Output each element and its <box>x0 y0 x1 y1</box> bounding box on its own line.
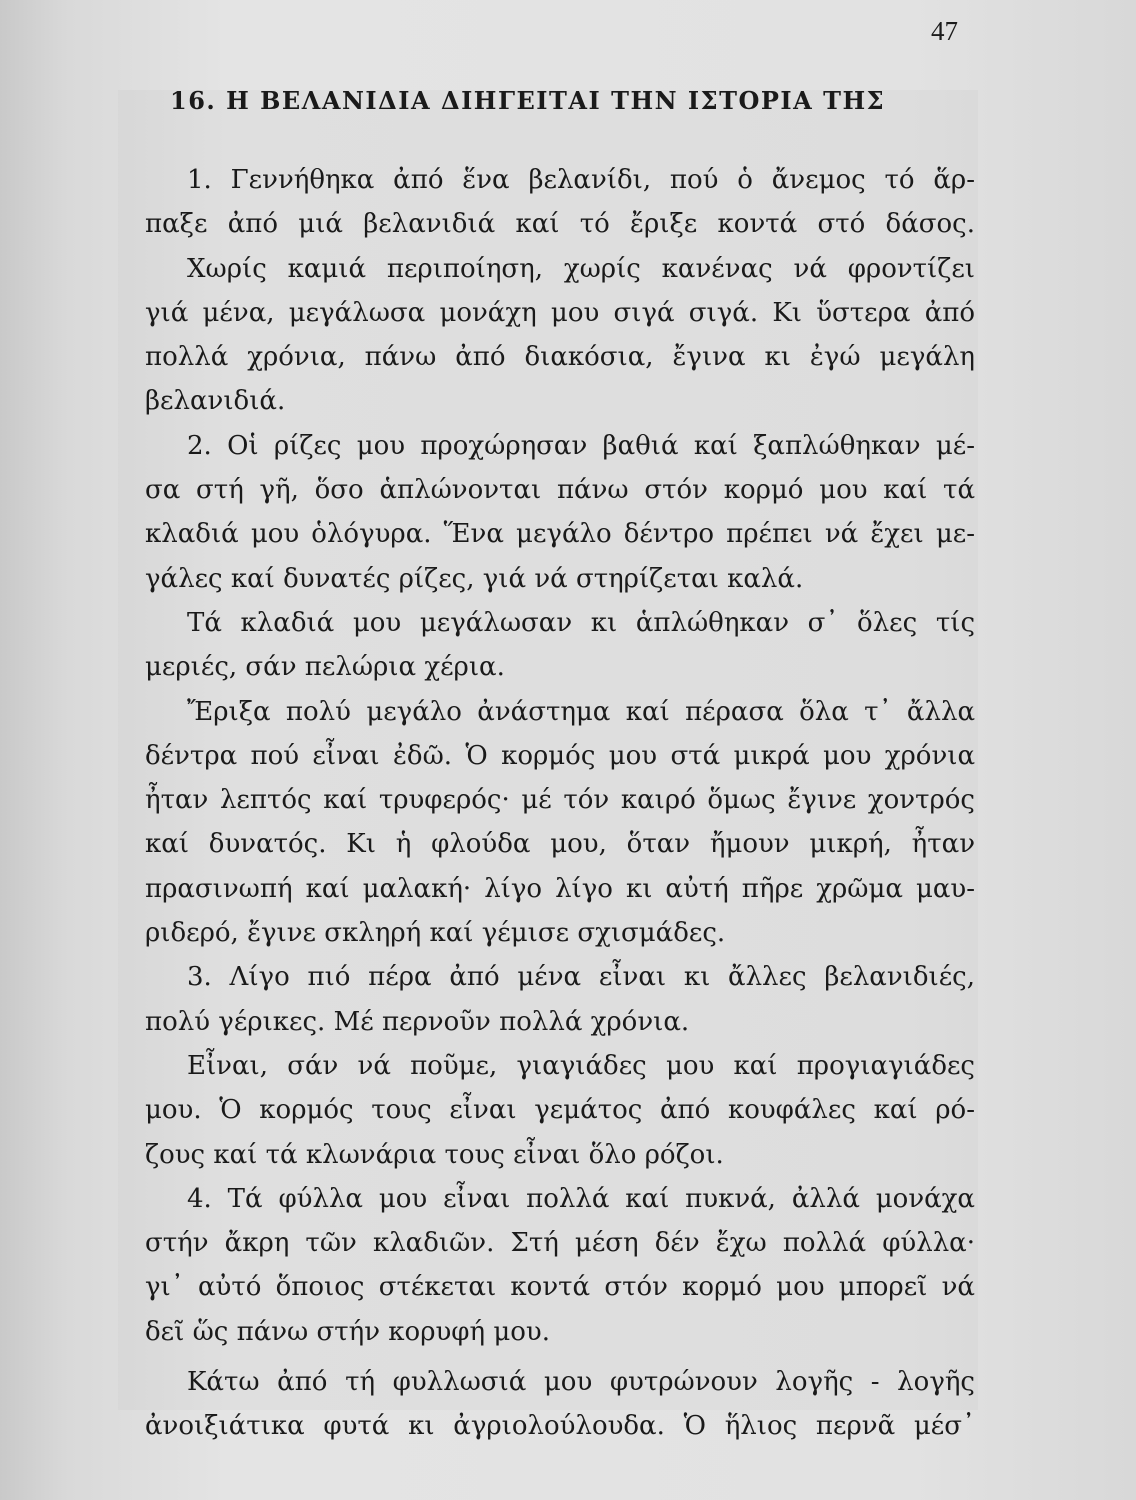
text-line: ζους καί τά κλωνάρια τους εἶναι ὅλο ρόζοι. <box>145 1139 724 1170</box>
text-line: γάλες καί δυνατές ρίζες, γιά νά στηρίζεται καλά. <box>145 563 804 594</box>
body-text <box>145 158 975 1449</box>
text-line: βελανιδιά. <box>145 386 286 417</box>
text-line: Κάτω ἀπό τή φυλλωσιά μου φυτρώνουν λογῆς - λογῆς <box>187 1367 975 1398</box>
text-line: Χωρίς καμιά περιποίηση, χωρίς κανένας νά φροντίζει <box>187 253 975 284</box>
text-line: ριδερό, ἔγινε σκληρή καί γέμισε σχισμάδες. <box>145 918 726 949</box>
page-number: 47 <box>931 16 958 46</box>
text-line: 1. Γεννήθηκα ἀπό ἕνα βελανίδι, πού ὁ ἄνεμος τό ἅρ- <box>187 165 975 195</box>
text-line: 3. Λίγο πιό πέρα ἀπό μένα εἶναι κι ἄλλες βελανιδιές, <box>187 962 975 993</box>
text-line: 2. Οἱ ρίζες μου προχώρησαν βαθιά καί ξαπλώθηκαν μέ- <box>187 430 975 461</box>
text-line: 4. Τά φύλλα μου εἶναι πολλά καί πυκνά, ἀλλά μονάχα <box>187 1183 975 1214</box>
text-line: Εἶναι, σάν νά ποῦμε, γιαγιάδες μου καί προγιαγιάδες <box>187 1050 975 1081</box>
text-line: πολλά χρόνια, πάνω ἀπό διακόσια, ἔγινα κι ἐγώ μεγάλη <box>145 342 975 373</box>
text-line: στήν ἄκρη τῶν κλαδιῶν. Στή μέση δέν ἔχω πολλά φύλλα· <box>145 1228 975 1259</box>
text-line: μου. Ὁ κορμός τους εἶναι γεμάτος ἀπό κουφάλες καί ρό- <box>145 1095 975 1126</box>
text-line: ἦταν λεπτός καί τρυφερός· μέ τόν καιρό ὅμως ἔγινε χοντρός <box>145 785 975 816</box>
text-line: πολύ γέρικες. Μέ περνοῦν πολλά χρόνια. <box>145 1006 690 1037</box>
text-line: καί δυνατός. Κι ἡ φλούδα μου, ὅταν ἤμουν μικρή, ἦταν <box>145 829 975 860</box>
text-line: κλαδιά μου ὁλόγυρα. Ἕνα μεγάλο δέντρο πρέπει νά ἔχει με- <box>145 519 975 550</box>
text-line: πρασινωπή καί μαλακή· λίγο λίγο κι αὐτή πῆρε χρῶμα μαυ- <box>145 873 975 904</box>
text-line: Τά κλαδιά μου μεγάλωσαν κι ἁπλώθηκαν σ᾽ ὅλες τίς <box>187 607 975 638</box>
text-line: γιά μένα, μεγάλωσα μονάχη μου σιγά σιγά. Κι ὕστερα ἀπό <box>145 297 975 328</box>
text-line: ἀνοιξιάτικα φυτά κι ἀγριολούλουδα. Ὁ ἥλιος περνᾶ μέσ᾽ <box>145 1411 975 1442</box>
text-line: σα στή γῆ, ὅσο ἁπλώνονται πάνω στόν κορμό μου καί τά <box>145 475 975 506</box>
chapter-title: 16. Η ΒΕΛΑΝΙΔΙΑ ΔΙΗΓΕΙΤΑΙ ΤΗΝ ΙΣΤΟΡΙΑ ΤΗΣ <box>170 86 886 115</box>
text-line: Ἔριξα πολύ μεγάλο ἀνάστημα καί πέρασα ὅλα τ᾽ ἄλλα <box>187 696 975 727</box>
text-line: παξε ἀπό μιά βελανιδιά καί τό ἔριξε κοντά στό δάσος. <box>145 209 975 240</box>
text-line: μεριές, σάν πελώρια χέρια. <box>145 652 505 683</box>
text-line: δεῖ ὥς πάνω στήν κορυφή μου. <box>145 1316 550 1347</box>
text-line: δέντρα πού εἶναι ἐδῶ. Ὁ κορμός μου στά μικρά μου χρόνια <box>145 740 975 771</box>
text-line: γι᾽ αὐτό ὅποιος στέκεται κοντά στόν κορμό μου μπορεῖ νά <box>145 1272 975 1303</box>
